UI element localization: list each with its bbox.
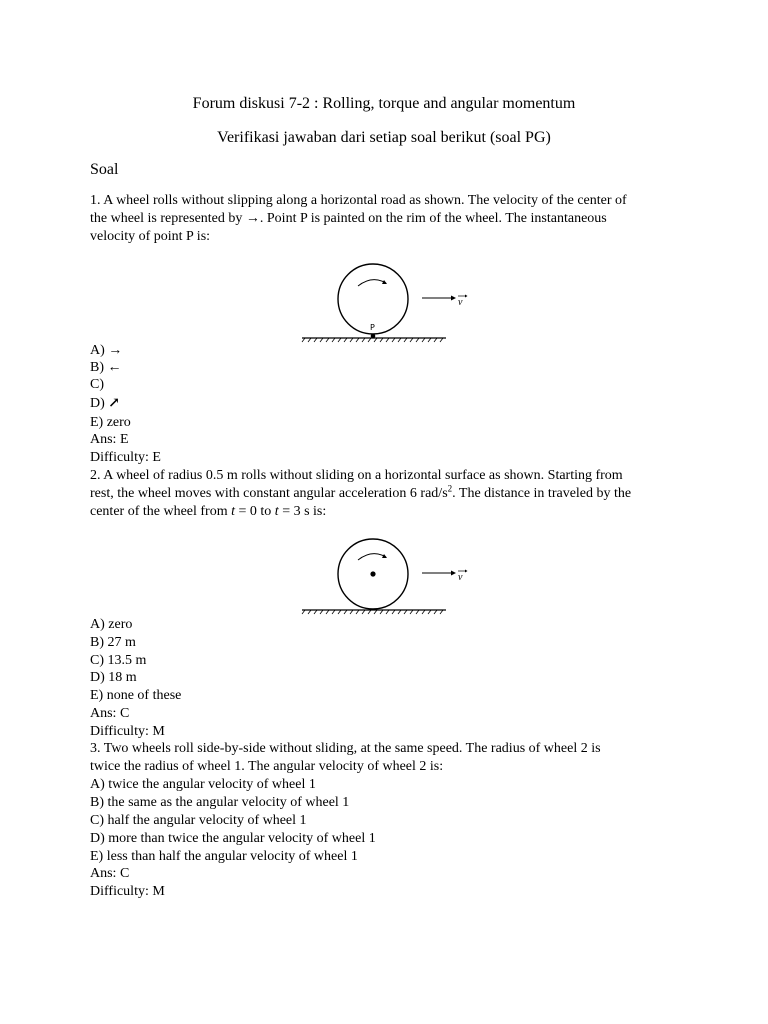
- q2-text-line1: 2. A wheel of radius 0.5 m rolls without sliding on a horizontal surface as shown. Starting from: [90, 468, 623, 483]
- arrow-right-icon: →: [245, 211, 260, 226]
- q3-text-line1: 3. Two wheels roll side-by-side without sliding, at the same speed. The radius of wheel 2 is: [90, 741, 601, 756]
- q2-text-line3-post: = 3 s is:: [278, 504, 327, 519]
- q3-option-d: D) more than twice the angular velocity of wheel 1: [90, 831, 376, 846]
- q3-option-e: E) less than half the angular velocity of wheel 1: [90, 849, 358, 864]
- velocity-arrowhead-icon: [451, 296, 456, 301]
- q2-wheel-figure: [296, 532, 476, 620]
- q2-answer: Ans: C: [90, 706, 130, 721]
- rotation-arrow-icon: [358, 554, 386, 560]
- q1-option-d: [90, 395, 120, 413]
- point-p-label: P: [370, 323, 375, 332]
- page-title: Forum diskusi 7-2 : Rolling, torque and angular momentum: [192, 95, 576, 112]
- v-vector-arrowhead-icon: [465, 570, 468, 573]
- q1-option-a: A) →: [90, 343, 123, 358]
- q2-t2: t: [274, 504, 279, 519]
- q3-option-a: A) twice the angular velocity of wheel 1: [90, 777, 316, 792]
- wheel-center-dot: [370, 571, 375, 576]
- q2-option-d: D) 18 m: [90, 670, 137, 685]
- q1-answer: Ans: E: [90, 432, 129, 447]
- q1-option-d-prefix: D): [90, 396, 105, 411]
- q3-difficulty: Difficulty: M: [90, 884, 165, 899]
- q1-text-line2: [90, 210, 607, 228]
- rotation-arrowhead-icon: [382, 554, 387, 558]
- q2-text-line2: [90, 485, 631, 503]
- section-heading: Soal: [90, 161, 119, 178]
- q2-option-a: A) zero: [90, 617, 133, 632]
- rotation-arrowhead-icon: [382, 280, 387, 284]
- q1-option-c: C): [90, 377, 104, 392]
- arrow-up-right-icon: ↗: [108, 396, 121, 411]
- q3-option-b: B) the same as the angular velocity of wheel 1: [90, 795, 350, 810]
- q1-text-line1: 1. A wheel rolls without slipping along a horizontal road as shown. The velocity of the center of: [90, 193, 627, 208]
- q1-difficulty: Difficulty: E: [90, 450, 161, 465]
- q1-option-e: E) zero: [90, 415, 131, 430]
- q2-text-line3: [90, 503, 326, 521]
- q1-option-b: B) ←: [90, 360, 122, 375]
- q1-text-line2-pre: the wheel is represented by: [90, 211, 246, 226]
- q2-text-line2-post: . The distance in traveled by the: [452, 486, 632, 501]
- q1-text-line2-post: . Point P is painted on the rim of the wheel. The instantaneous: [259, 211, 607, 226]
- q3-text-line2: twice the radius of wheel 1. The angular velocity of wheel 2 is:: [90, 759, 444, 774]
- velocity-arrowhead-icon: [451, 571, 456, 576]
- velocity-v-label: v: [458, 297, 463, 308]
- ground-hatching: [302, 338, 443, 342]
- q2-text-line3-mid: = 0 to: [235, 504, 275, 519]
- q1-wheel-figure: [296, 258, 476, 346]
- v-vector-arrowhead-icon: [465, 295, 468, 298]
- q3-option-c: C) half the angular velocity of wheel 1: [90, 813, 307, 828]
- q3-answer: Ans: C: [90, 866, 130, 881]
- q2-option-c: C) 13.5 m: [90, 653, 147, 668]
- q2-superscript: 2: [447, 483, 453, 494]
- q2-difficulty: Difficulty: M: [90, 724, 165, 739]
- q1-text-line3: velocity of point P is:: [90, 229, 211, 244]
- q2-option-e: E) none of these: [90, 688, 182, 703]
- rotation-arrow-icon: [358, 280, 386, 286]
- q2-text-line3-pre: center of the wheel from: [90, 504, 232, 519]
- velocity-v-label: v: [458, 572, 463, 583]
- q2-option-b: B) 27 m: [90, 635, 136, 650]
- q2-t1: t: [231, 504, 235, 519]
- q2-text-line2-pre: rest, the wheel moves with constant angular acceleration 6 rad/s: [90, 486, 448, 501]
- page-subtitle: Verifikasi jawaban dari setiap soal berikut (soal PG): [217, 129, 551, 146]
